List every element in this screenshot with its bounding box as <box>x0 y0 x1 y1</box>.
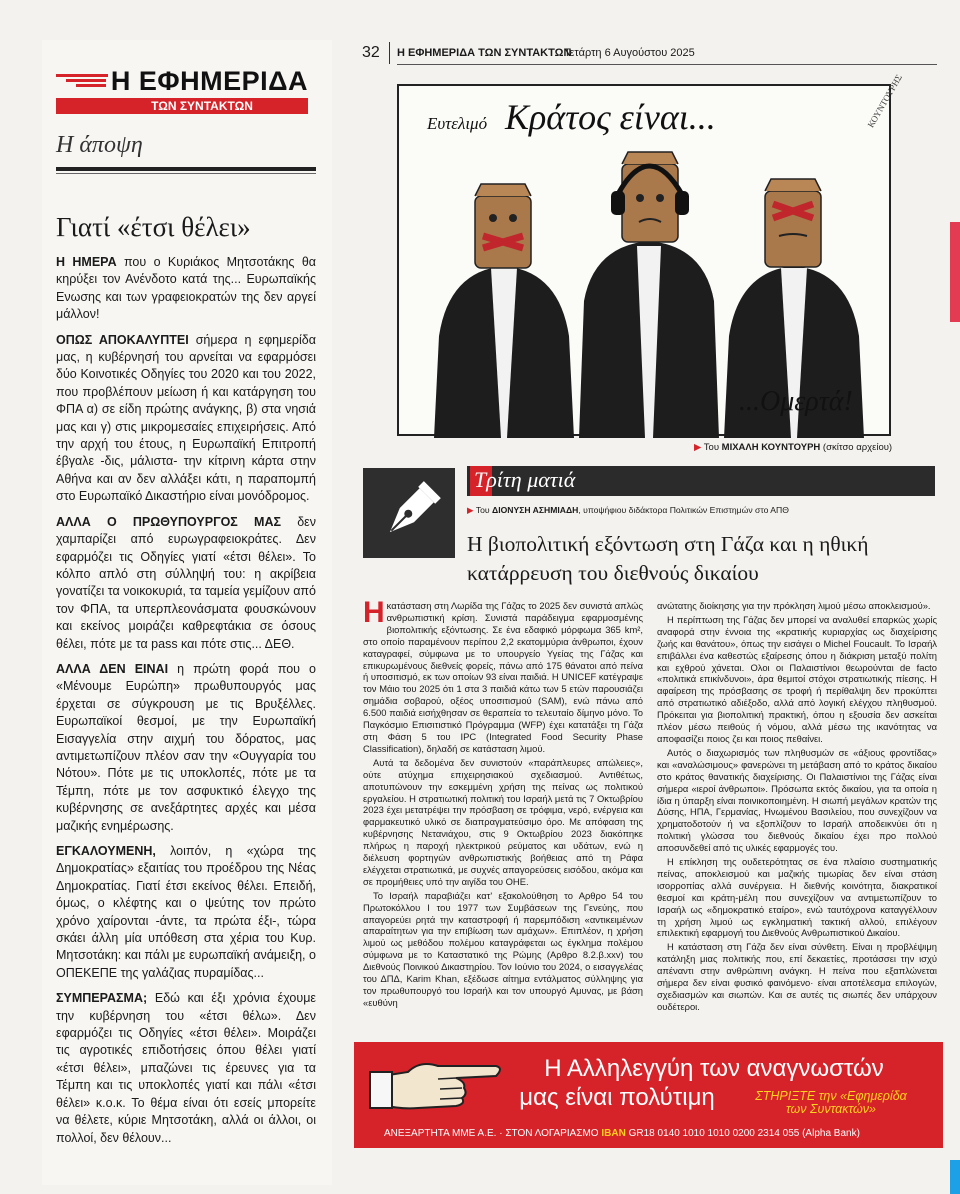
opinion-paragraph <box>56 254 316 324</box>
pointing-hand-icon <box>368 1052 508 1116</box>
masthead-title: Η ΕΦΗΜΕΡΙΔΑ <box>110 66 308 96</box>
section-rule-thin <box>56 173 316 174</box>
header-rule <box>397 64 937 65</box>
credit-name: ΜΙΧΑΛΗ ΚΟΥΝΤΟΥΡΗ <box>721 442 821 453</box>
edge-color-mark <box>950 222 960 322</box>
cartoon-credit <box>694 442 892 453</box>
article-paragraph: Η επίκληση της ουδετερότητας σε ένα πλαίσιο συστηματικής πείνας, αποκλεισμού και μαζικής τιμωρίας δεν είναι στάση ισορροπίας αλλά συνέργεια. Η διεθνής κοινότητα, διακρατικοί θεσμοί και κράτη-μέλη που συνεχίζουν να αντιμετωπίζουν το Ισραήλ ως «δημοκρατικό εταίρο», ενώ ταυτόχρονα καταγγέλλουν τη χρήση λιμού ως εγκληματική τακτική αλλού, επιλέγουν επιλεκτική εφαρμογή του Διεθνούς Ανθρωπιστικού Δικαίου. <box>657 856 937 939</box>
masthead <box>56 66 308 114</box>
byline-name: ΔΙΟΝΥΣΗ ΑΣΗΜΙΑΔΗ <box>492 505 579 515</box>
ad-headline: Η Αλληλεγγύη των αναγνωστών <box>544 1055 884 1082</box>
section-title: Τρίτη ματιά <box>474 467 576 492</box>
opinion-paragraph <box>56 661 316 835</box>
ad-iban-label: IBAN <box>601 1128 626 1139</box>
section-bar <box>467 466 935 496</box>
figure-left-icon <box>434 184 574 438</box>
ad-support <box>736 1090 926 1116</box>
paragraph-lead: ΑΛΛΑ Ο ΠΡΩΘΥΠΟΥΡΓΟΣ ΜΑΣ <box>56 514 281 529</box>
article-paragraph: Αυτός ο διαχωρισμός των πληθυσμών σε «άξιους φροντίδας» και «αναλώσιμους» φανερώνει τη μετάβαση από το κράτος δικαίου στο κράτος θανατικής διαχείρισης. Οι Παλαιστίνιοι της Γάζας είναι σήμερα «ιεροί άνθρωποι». Πρόσωπα εκτός δικαίου, για τα οποία η ίδια η ύπαρξη είναι ποινικοποιημένη. Η σιωπή μεγάλων κρατών της Δύσης, ΗΠΑ, Γερμανίας, Ηνωμένου Βασιλείου, που συνεχίζουν να χρηματοδοτούν ή να εξοπλίζουν το Ισραήλ αποδεικνύει ότι η πολιτική γλώσσα του διεθνούς δικαίου έχει προ πολλού αποσυνδεθεί από τις υλικές εφαρμογές του. <box>657 746 937 854</box>
paragraph-text: Εδώ και έξι χρόνια έχουμε την κυβέρνηση του «έτσι θέλω». Δεν εφαρμόζει τις Οδηγίες «έτσι θέλει». Μοιράζει τις αγροτικές επιδοτήσεις όπου θέλει γιατί «έτσι θέλει», μπαζώνει τις έρευνες για τα Τέμπη και τις υποκλοπές γιατί και πάλι «έτσι θέλει» κ.ο.κ. Το θέμα είναι ότι εσείς μπορείτε να θέλετε, κύριε Μητσοτάκη, αλλά οι άλλοι, οι πολλοί, δεν θέλουν... <box>56 991 316 1145</box>
article-paragraph: ανώτατης διοίκησης για την πρόκληση λιμού μέσω αποκλεισμού». <box>657 600 931 611</box>
article-title: Η βιοπολιτική εξόντωση στη Γάζα και η ηθική κατάρρευση του διεθνούς δικαίου <box>467 532 869 585</box>
paragraph-text: λοιπόν, η «χώρα της Δημοκρατίας» εξαιτίας του προέδρου της Νέας Δημοκρατίας. Γιατί έτσι εκείνος θέλει. Επειδή, όμως, ο κλέφτης και ο ψεύτης τον πρώτο χρόνο χαίρονται -άντε, τα πρώτα έξι-, τώρα σκάει άλλη μία υπόθεση στα χέρια του Κυρ. Μητσοτάκη: και πάλι με ευρωπαϊκή ανάμειξη, ο ΟΠΕΚΕΠΕ της γαλάζιας πυραμίδας... <box>56 844 316 980</box>
opinion-paragraph <box>56 843 316 982</box>
opinion-headline: Γιατί «έτσι θέλει» <box>56 212 251 242</box>
ad-support-line: των Συντακτών» <box>786 1102 876 1116</box>
opinion-paragraph <box>56 514 316 653</box>
ad-bank-details <box>384 1128 860 1139</box>
opinion-column <box>42 40 332 1185</box>
paragraph-text: η πρώτη φορά που ο «Μένουμε Ευρώπη» πρωθυπουργός μας έρχεται σε σύγκρουση με τις Βρυξέλλες. Ευρωπαϊκοί θεσμοί, με την Ευρωπαϊκή Εισαγγελία στην αιχμή του δόρατος, μας αντιμετωπίζουν πλέον σαν την «Ουγγαρία του Νότου». Πότε με τις υποκλοπές, πότε με τα Τέμπη, πότε με τον ασφυκτικό έλεγχο της κυβέρνησης σε ανεξάρτητες αρχές και μέσα μαζικής ενημέρωσης. <box>56 661 316 833</box>
header-divider <box>389 42 390 64</box>
cartoon <box>397 72 905 436</box>
ad-subheadline: μας είναι πολύτιμη <box>519 1084 715 1111</box>
byline-prefix: Του <box>475 505 493 515</box>
cartoon-caption-small: Ευτελιμό <box>427 114 488 133</box>
ad-support-line: ΣΤΗΡΙΞΤΕ την «Εφημερίδα <box>755 1089 907 1103</box>
paragraph-text: σήμερα η εφημερίδα μας, η κυβέρνησή του αρνείται να εφαρμόσει δύο Κοινοτικές Οδηγίες του 2020 και του 2022, που προβλέπουν μείωση ή και κατάργηση του ΦΠΑ α) σε είδη πρώτης ανάγκης, β) στα νησιά μας και γ) στις μικρομεσαίες επιχειρήσεις. Από την αρχή του έτους, η Ευρωπαϊκή Επιτροπή έβγαλε -δις, μάλιστα- την κίτρινη κάρτα στην Αθήνα και αν δεν αλλάξει κάτι, η παραπομπή στο Ευρωπαϊκό Δικαστήριο είναι μονόδρομος. <box>56 332 316 504</box>
page-number: 32 <box>362 44 380 61</box>
masthead-subtitle: ΤΩΝ ΣΥΝΤΑΚΤΩΝ <box>56 98 308 114</box>
opinion-body <box>56 254 316 1155</box>
speed-lines-icon <box>56 74 116 90</box>
byline-suffix: , υποψήφιου διδάκτορα Πολιτικών Επιστημών στο ΑΠΘ <box>578 505 789 515</box>
opinion-paragraph <box>56 990 316 1147</box>
ad-bank: (Alpha Bank) <box>799 1128 860 1139</box>
article-column-1 <box>363 596 643 1011</box>
opinion-paragraph <box>56 332 316 506</box>
cartoon-caption-big: Κράτος είναι... <box>505 97 716 137</box>
paragraph-text: που ο Κυριάκος Μητσοτάκης θα κηρύξει τον Ανένδοτο κατά της... Ευρωπαϊκής Ενωσης και των γραφειοκρατών της δεν αργεί μάλλον! <box>56 255 316 322</box>
article-byline <box>467 505 789 516</box>
drop-cap: Η <box>363 596 385 629</box>
section-rule <box>56 167 316 171</box>
paragraph-text: κατάσταση στη Λωρίδα της Γάζας το 2025 δεν συνιστά απλώς ανθρωπιστική κρίση. Συνιστά παράδειγμα εφαρμοσμένης βιοπολιτικής εξόντωσης. Σε ένα εδαφικό μόρφωμα 365 km², στο οποίο παραμένουν περίπου 2,2 εκατομμύρια άνθρωποι, έχουν καταγραφεί, σύμφωνα με το υπουργείο Υγείας της Γάζας και επικυρωμένους διεθνείς φορείς, πάνω από 175 θάνατοι από πείνα ή υποσιτισμό, εκ των οποίων 93 είναι παιδιά. Η UNICEF κατέγραψε τον Μάιο του 2025 ότι 1 στα 3 παιδιά κάτω των 5 ετών παρουσιάζει σημάδια σοβαρού, οξέος υποσιτισμού (SAM), ενώ πάνω από 6.500 παιδιά εισήχθησαν σε θεραπεία το τελευταίο δίμηνο μόνο. Το Παγκόσμιο Επισιτιστικό Πρόγραμμα (WFP) έχει κατατάξει τη Γάζα στη Φάση 5 του IPC (Integrated Food Security Phase Classification), δηλαδή σε κατάσταση λιμού. <box>363 600 643 754</box>
paragraph-lead: Η ΗΜΕΡΑ <box>56 255 117 269</box>
credit-prefix: Του <box>703 442 722 453</box>
pen-nib-icon <box>363 468 455 558</box>
figure-center-icon <box>579 152 719 438</box>
cartoon-signature: ΚΟΥΝΤΟΥΡΗΣ <box>865 72 905 130</box>
paragraph-lead: ΕΓΚΑΛΟΥΜΕΝΗ, <box>56 844 156 858</box>
cartoon-caption-end: ...Ομερτά! <box>739 386 853 417</box>
paragraph-lead: ΟΠΩΣ ΑΠΟΚΑΛΥΠΤΕΙ <box>56 332 189 347</box>
ad-bank-prefix: ΑΝΕΞΑΡΤΗΤΑ ΜΜΕ Α.Ε. · ΣΤΟΝ ΛΟΓΑΡΙΑΣΜΟ <box>384 1128 602 1139</box>
article-paragraph: Η περίπτωση της Γάζας δεν μπορεί να αναλυθεί επαρκώς χωρίς αναφορά στην έννοια της «κρατικής κυριαρχίας ως διαχείρισης ζωής και θανάτου», όπως την εισάγει ο Michel Foucault. Το Ισραήλ επιβάλλει ένα καθεστώς εξαίρεσης όπου η διάκριση μεταξύ πολίτη και εχθρού χάνεται. Ολοι οι Παλαιστίνιοι θεωρούνται de facto «πολιτικά επικίνδυνοι», άρα θεμιτοί στόχοι στρατιωτικής πίεσης. Η αφαίρεση της πρόσβασης σε τροφή ή περίθαλψη δεν προκύπτει από στρατιωτικό αδιέξοδο, αλλά από λογική ελέγχου πληθυσμού. Πρόκειται για βιοπολιτική πρακτική, όπου η εξουσία δεν ασκείται πλέον μέσω πειθούς ή νόμου, αλλά μέσω της ικανότητας να αποφασίζει ποιος ζει και ποιος πεθαίνει. <box>657 613 937 744</box>
article-paragraph <box>363 596 643 755</box>
header-paper-name: Η ΕΦΗΜΕΡΙΔΑ ΤΩΝ ΣΥΝΤΑΚΤΩΝ <box>397 47 572 59</box>
triangle-icon: ▶ <box>467 505 476 515</box>
triangle-icon: ▶ <box>694 442 704 453</box>
article-column-2 <box>657 600 937 1015</box>
edge-color-mark <box>950 1160 960 1194</box>
article-paragraph: Η κατάσταση στη Γάζα δεν είναι σύνθετη. Είναι η προβλέψιμη κατάληξη μιας πολιτικής που, επί δεκαετίες, προτάσσει την ισχύ απέναντι στην ανθρώπινη ανάγκη. Η πείνα που εξαπλώνεται σήμερα δεν είναι φυσικό φαινόμενο· είναι αποτέλεσμα επιλογών, σχεδιασμών και σιωπών. Και σε αυτές τις σιωπές δεν υπάρχουν ουδέτεροι. <box>657 941 937 1012</box>
article-paragraph: Το Ισραήλ παραβιάζει κατ' εξακολούθηση το Αρθρο 54 του Πρωτοκόλλου Ι του 1977 των Συμβάσεων της Γενεύης, που απαγορεύει ρητά την καταστροφή ή παρεμπόδιση «αντικειμένων απαραίτητων για την επιβίωση των αμάχων». Επιπλέον, η χρήση λιμού ως μεθόδου πολέμου καταγράφεται ως έγκλημα πολέμου σύμφωνα με το Καταστατικό της Ρώμης (Αρθρο 8.2.β.xxv) του Διεθνούς Ποινικού Δικαστηρίου. Τον Ιούνιο του 2024, ο εισαγγελέας του ΔΠΔ, Karim Khan, εξέδωσε αίτημα εντάλματος σύλληψης για τον πρωθυπουργό του Ισραήλ και τον υπουργό Αμυνας, με βάση «ευθύνη <box>363 889 643 1008</box>
ad-iban: GR18 0140 1010 1010 0200 2314 055 <box>625 1128 800 1139</box>
header-date: Τετάρτη 6 Αυγούστου 2025 <box>564 47 695 59</box>
solidarity-ad <box>354 1042 943 1148</box>
article-paragraph: Αυτά τα δεδομένα δεν συνιστούν «παράπλευρες απώλειες», ούτε ατύχημα επιχειρησιακού σχεδιασμού. Αντιθέτως, αποτυπώνουν την εσκεμμένη χρήση της πείνας ως πολιτικού εργαλείου. Η στρατιωτική πολιτική του Ισραήλ μετά τις 7 Οκτωβρίου 2023 έχει μετατρέψει την πρόσβαση σε τρόφιμα, νερό, ενέργεια και φαρμακευτικό υλικό σε διαπραγματεύσιμο όρο. Με απόφαση της κυβέρνησης Νετανιάχου, στις 9 Οκτωβρίου 2023 διακόπηκε πλήρως η παροχή ηλεκτρικού ρεύματος και υδάτων, ενώ η διέλευση φορτηγών ανθρωπιστικής βοήθειας από τη Ράφα ελέγχεται στρατιωτικά, με συχνές απαγορεύσεις εισόδου, ακόμα και σε προμήθειες υπό την αιγίδα του ΟΗΕ. <box>363 756 643 887</box>
credit-suffix: (σκίτσο αρχείου) <box>820 442 893 453</box>
pen-nib-box <box>363 468 455 558</box>
section-label: Η άποψη <box>56 132 143 158</box>
paragraph-text: δεν χαμπαρίζει από ευρωγραφειοκράτες. Δεν εφαρμόζει τις Οδηγίες γιατί «έτσι θέλει». Το κόλπο απλό στη σύλληψή του: η ακρίβεια γονατίζει τα νοικοκυριά, τα ταμεία γεμίζουν από τον ΦΠΑ, τα υπερπλεονάσματα φουσκώνουν και εκείνος μοιράζει καθρεφτάκια σε όσους θέλει, πότε με τα pass και πότε στις... ΔΕΘ. <box>56 514 316 651</box>
paragraph-lead: ΑΛΛΑ ΔΕΝ ΕΙΝΑΙ <box>56 661 169 676</box>
paragraph-lead: ΣΥΜΠΕΡΑΣΜΑ; <box>56 991 148 1006</box>
